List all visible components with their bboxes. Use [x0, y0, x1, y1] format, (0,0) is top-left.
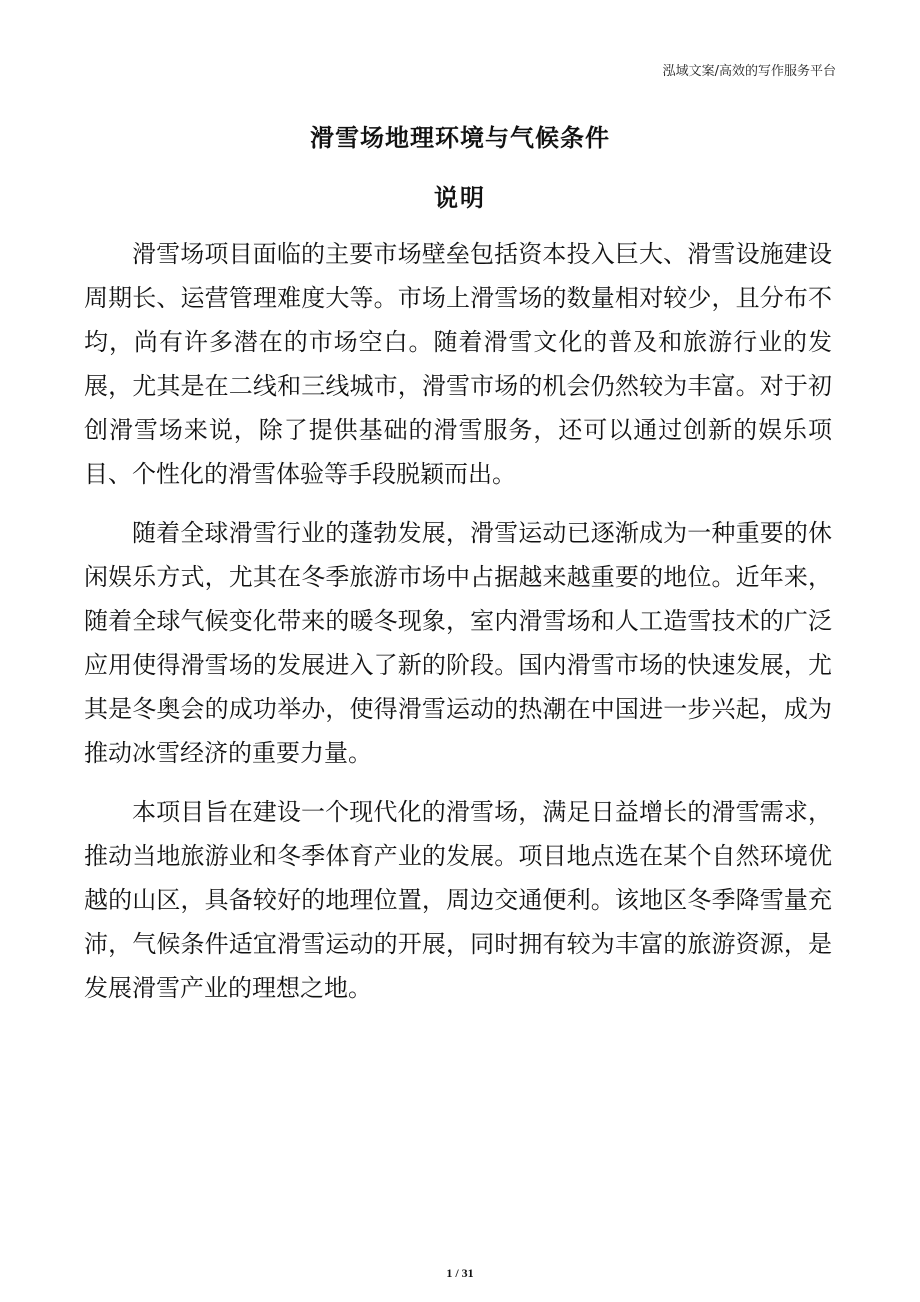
paragraph-2: 随着全球滑雪行业的蓬勃发展，滑雪运动已逐渐成为一种重要的休闲娱乐方式，尤其在冬季旅游市场中占据越来越重要的地位。近年来，随着全球气候变化带来的暖冬现象，室内滑雪场和人工造雪技术的广泛应用使得滑雪场的发展进入了新的阶段。国内滑雪市场的快速发展，尤其是冬奥会的成功举办，使得滑雪运动的热潮在中国进一步兴起，成为推动冰雪经济的重要力量。 — [84, 519, 832, 767]
section-title: 说明 — [434, 184, 486, 212]
document-body — [84, 232, 832, 1025]
document-title: 滑雪场地理环境与气候条件 — [310, 124, 610, 152]
paragraph-3: 本项目旨在建设一个现代化的滑雪场，满足日益增长的滑雪需求，推动当地旅游业和冬季体育产业的发展。项目地点选在某个自然环境优越的山区，具备较好的地理位置，周边交通便利。该地区冬季降雪量充沛，气候条件适宜滑雪运动的开展，同时拥有较为丰富的旅游资源，是发展滑雪产业的理想之地。 — [84, 798, 832, 1002]
page-number: 1 / 31 — [446, 1266, 474, 1280]
header-brand: 泓域文案/高效的写作服务平台 — [662, 64, 836, 79]
paragraph-1: 滑雪场项目面临的主要市场壁垒包括资本投入巨大、滑雪设施建设周期长、运营管理难度大等。市场上滑雪场的数量相对较少，且分布不均，尚有许多潜在的市场空白。随着滑雪文化的普及和旅游行业的发展，尤其是在二线和三线城市，滑雪市场的机会仍然较为丰富。对于初创滑雪场来说，除了提供基础的滑雪服务，还可以通过创新的娱乐项目、个性化的滑雪体验等手段脱颖而出。 — [84, 240, 832, 488]
